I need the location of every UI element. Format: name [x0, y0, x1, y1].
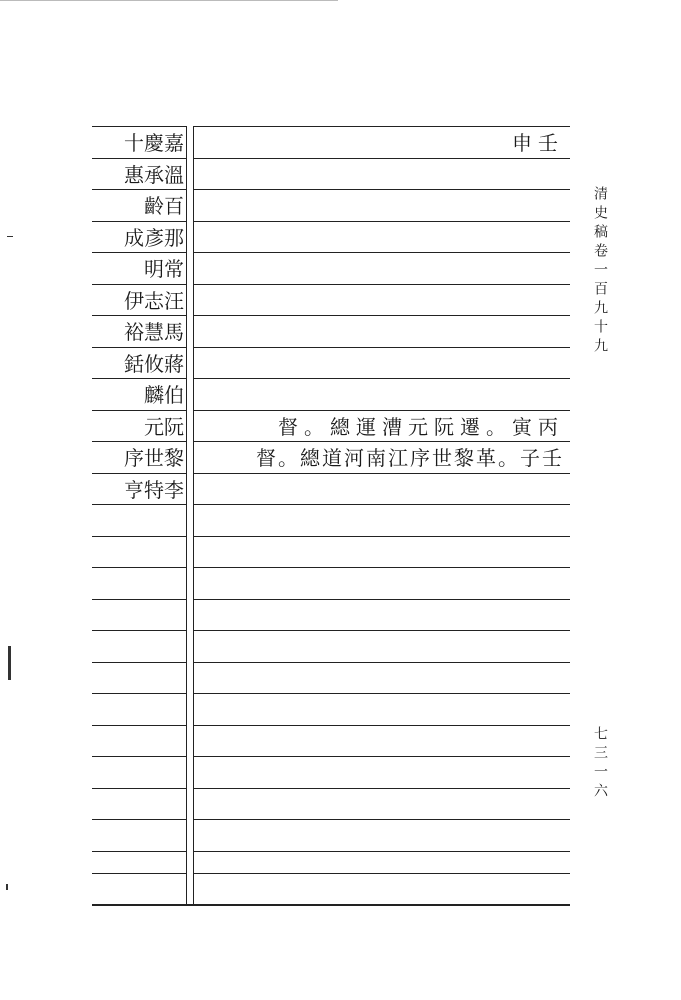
- row-rule: [92, 693, 186, 694]
- name-cell: 成彥那: [124, 225, 184, 250]
- page-number: 七三一六: [592, 726, 608, 802]
- row-rule: [92, 851, 186, 852]
- row-rule: [92, 599, 186, 600]
- row-rule: [92, 536, 186, 537]
- name-cell: 十慶嘉: [124, 130, 184, 155]
- scan-mark: [7, 236, 13, 237]
- row-rule: [194, 158, 570, 159]
- name-cell: 元阮: [144, 414, 184, 439]
- row-rule: [194, 662, 570, 663]
- row-rule: [194, 851, 570, 852]
- record-cell: 督。總運漕元阮遷。寅丙: [278, 414, 564, 439]
- record-cell: 申壬: [512, 130, 564, 155]
- row-rule: [194, 347, 570, 348]
- row-rule: [92, 630, 186, 631]
- name-cell: 序世黎: [124, 445, 184, 470]
- row-rule: [194, 536, 570, 537]
- column-divider: [186, 126, 187, 905]
- name-cell: 明常: [144, 256, 184, 281]
- row-rule: [194, 599, 570, 600]
- row-rule: [194, 504, 570, 505]
- name-cell: 齡百: [144, 193, 184, 218]
- row-rule: [194, 725, 570, 726]
- row-rule: [92, 662, 186, 663]
- row-rule: [92, 788, 186, 789]
- name-cell: 惠承溫: [124, 162, 184, 187]
- row-rule: [92, 725, 186, 726]
- scan-mark: [6, 884, 8, 890]
- bottom-rule: [92, 904, 570, 906]
- column-divider: [193, 126, 194, 905]
- row-rule: [194, 284, 570, 285]
- row-rule: [194, 221, 570, 222]
- volume-title: 清史稿卷一百九十九: [592, 186, 608, 357]
- scan-mark: [8, 646, 11, 680]
- name-cell: 亨特李: [124, 477, 184, 502]
- row-rule: [194, 567, 570, 568]
- row-rule: [92, 819, 186, 820]
- row-rule: [194, 252, 570, 253]
- row-rule: [194, 473, 570, 474]
- name-cell: 麟伯: [144, 382, 184, 407]
- row-rule: [92, 567, 186, 568]
- row-rule: [194, 873, 570, 874]
- row-rule: [194, 630, 570, 631]
- row-rule: [194, 189, 570, 190]
- name-cell: 銛攸蔣: [124, 351, 184, 376]
- row-rule: [194, 756, 570, 757]
- row-rule: [92, 873, 186, 874]
- row-rule: [194, 788, 570, 789]
- row-rule: [194, 378, 570, 379]
- row-rule: [194, 693, 570, 694]
- row-rule: [92, 756, 186, 757]
- name-cell: 裕慧馬: [124, 319, 184, 344]
- name-cell: 伊志汪: [124, 288, 184, 313]
- row-rule: [194, 315, 570, 316]
- row-rule: [194, 819, 570, 820]
- record-cell: 督。總道河南江序世黎革。子壬: [256, 445, 564, 470]
